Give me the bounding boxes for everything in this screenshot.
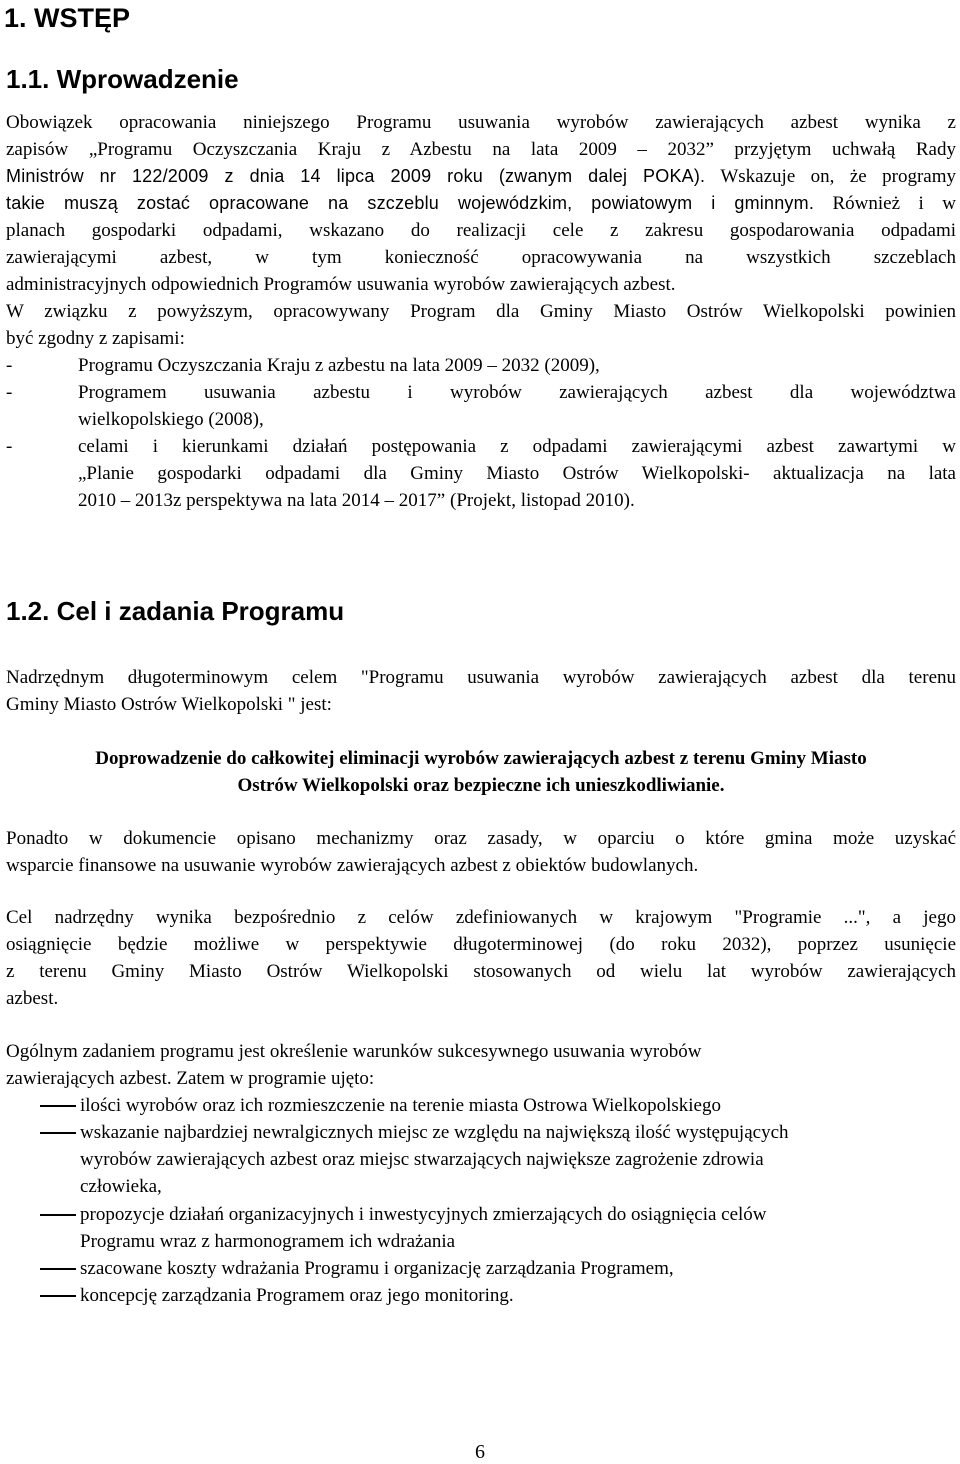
task-intro-line-1: Ogólnym zadaniem programu jest określenie warunków sukcesywnego usuwania wyrobów (6, 1041, 702, 1062)
source-item-2-line-2: wielkopolskiego (2008), (78, 409, 264, 430)
list-marker: - (6, 436, 13, 457)
task-item-1-line-1: ilości wyrobów oraz ich rozmieszczenie na terenie miasta Ostrowa Wielkopolskiego (80, 1095, 721, 1116)
task-intro-paragraph (6, 1038, 956, 1092)
derivation-line-4: azbest. (6, 988, 59, 1009)
task-list-item (6, 1201, 956, 1255)
intro-line-2: zapisów „Programu Oczyszczania Kraju z Azbestu na lata 2009 – 2032” przyjętym uchwałą Rady (6, 139, 956, 160)
task-item-2-line-2: wyrobów zawierających azbest oraz miejsc stwarzających największe zagrożenie zdrowia (80, 1149, 764, 1170)
goal-statement-line-2: Ostrów Wielkopolski oraz bezpieczne ich unieszkodliwianie. (237, 775, 725, 796)
intro-paragraph (6, 109, 956, 298)
dash-bullet-icon (40, 1105, 76, 1107)
task-item-1-text (80, 1092, 956, 1119)
dash-bullet-icon (40, 1214, 76, 1216)
task-item-3-line-2: Programu wraz z harmonogramem ich wdrażania (80, 1231, 456, 1252)
source-list-item (6, 433, 956, 514)
intro-line-4-tail: Również i w (814, 193, 956, 214)
task-item-5-line-1: koncepcję zarządzania Programem oraz jego monitoring. (80, 1285, 514, 1306)
task-list-item (6, 1282, 956, 1309)
page-number: 6 (475, 1441, 485, 1463)
support-line-2: wsparcie finansowe na usuwanie wyrobów zawierających azbest z obiektów budowlanych. (6, 855, 699, 876)
goal-statement-line-1: Doprowadzenie do całkowitej eliminacji wyrobów zawierających azbest z terenu Gminy Miasto (95, 748, 867, 769)
dash-bullet-icon (40, 1268, 76, 1270)
task-item-3-text (80, 1201, 956, 1255)
source-item-2-text (78, 379, 956, 433)
task-list-item (6, 1092, 956, 1119)
intro-line-3-tail: Wskazuje on, że programy (705, 166, 956, 187)
context-line-2: być zgodny z zapisami: (6, 328, 185, 349)
intro-line-3 (6, 163, 956, 190)
derivation-paragraph (6, 904, 956, 1012)
source-item-1-text (78, 352, 956, 379)
derivation-line-3: z terenu Gminy Miasto Ostrów Wielkopolski stosowanych od wielu lat wyrobów zawierających (6, 961, 956, 982)
task-item-2-line-3: człowieka, (80, 1176, 162, 1197)
intro-line-7: administracyjnych odpowiednich Programów usuwania wyrobów zawierających azbest. (6, 274, 676, 295)
source-list-item (6, 379, 956, 433)
dash-bullet-icon (40, 1295, 76, 1297)
task-intro-line-2: zawierających azbest. Zatem w programie ujęto: (6, 1068, 375, 1089)
source-list-item (6, 352, 956, 379)
goal-statement (6, 745, 956, 799)
task-item-2-text (80, 1119, 956, 1200)
task-item-2-line-1: wskazanie najbardziej newralgicznych miejsc ze względu na największą ilość występujących (80, 1122, 789, 1143)
source-item-3-text (78, 433, 956, 514)
intro-line-5: planach gospodarki odpadami, wskazano do realizacji cele z zakresu gospodarowania odpadami (6, 220, 956, 241)
task-item-4-text (80, 1255, 956, 1282)
source-item-2-line-1: Programem usuwania azbestu i wyrobów zawierających azbest dla województwa (78, 382, 956, 403)
task-item-5-text (80, 1282, 956, 1309)
derivation-line-1: Cel nadrzędny wynika bezpośrednio z celów zdefiniowanych w krajowym "Programie ...", a jego (6, 907, 956, 928)
intro-line-3-sans: Ministrów nr 122/2009 z dnia 14 lipca 2009 roku (zwanym dalej POKA). (6, 166, 706, 186)
intro-line-1: Obowiązek opracowania niniejszego Programu usuwania wyrobów zawierających azbest wynika z (6, 112, 956, 133)
support-paragraph (6, 825, 956, 879)
context-paragraph (6, 298, 956, 352)
section-heading-introduction: 1.1. Wprowadzenie (6, 64, 239, 94)
source-item-3-line-1: celami i kierunkami działań postępowania z odpadami zawierającymi azbest zawartymi w (78, 436, 956, 457)
source-item-3-line-3: 2010 – 2013z perspektywa na lata 2014 – 2017” (Projekt, listopad 2010). (78, 490, 635, 511)
task-item-4-line-1: szacowane koszty wdrażania Programu i organizację zarządzania Programem, (80, 1258, 674, 1279)
derivation-line-2: osiągnięcie będzie możliwe w perspektywie długoterminowej (do roku 2032), poprzez usunięcie (6, 934, 956, 955)
goal-intro-line-2: Gminy Miasto Ostrów Wielkopolski " jest: (6, 694, 332, 715)
goal-intro-paragraph (6, 664, 956, 718)
chapter-heading: 1. WSTĘP (4, 3, 131, 33)
dash-bullet-icon (40, 1132, 76, 1134)
goal-intro-line-1: Nadrzędnym długoterminowym celem "Programu usuwania wyrobów zawierających azbest dla terenu (6, 667, 956, 688)
task-list-item (6, 1255, 956, 1282)
task-list-item (6, 1119, 956, 1200)
section-heading-goals: 1.2. Cel i zadania Programu (6, 596, 345, 626)
source-item-3-line-2: „Planie gospodarki odpadami dla Gminy Miasto Ostrów Wielkopolski- aktualizacja na lata (78, 463, 956, 484)
support-line-1: Ponadto w dokumencie opisano mechanizmy oraz zasady, w oparciu o które gmina może uzyskać (6, 828, 956, 849)
intro-line-4-sans: takie muszą zostać opracowane na szczeblu wojewódzkim, powiatowym i gminnym. (6, 193, 815, 213)
list-marker: - (6, 382, 13, 403)
task-list (6, 1092, 956, 1322)
context-line-1: W związku z powyższym, opracowywany Program dla Gminy Miasto Ostrów Wielkopolski powinien (6, 301, 956, 322)
intro-line-4 (6, 190, 956, 217)
source-item-1-line-1: Programu Oczyszczania Kraju z azbestu na lata 2009 – 2032 (2009), (78, 355, 600, 376)
source-list (6, 352, 956, 512)
intro-line-6: zawierającymi azbest, w tym konieczność opracowywania na wszystkich szczeblach (6, 247, 956, 268)
list-marker: - (6, 355, 13, 376)
task-item-3-line-1: propozycje działań organizacyjnych i inwestycyjnych zmierzających do osiągnięcia celów (80, 1204, 767, 1225)
